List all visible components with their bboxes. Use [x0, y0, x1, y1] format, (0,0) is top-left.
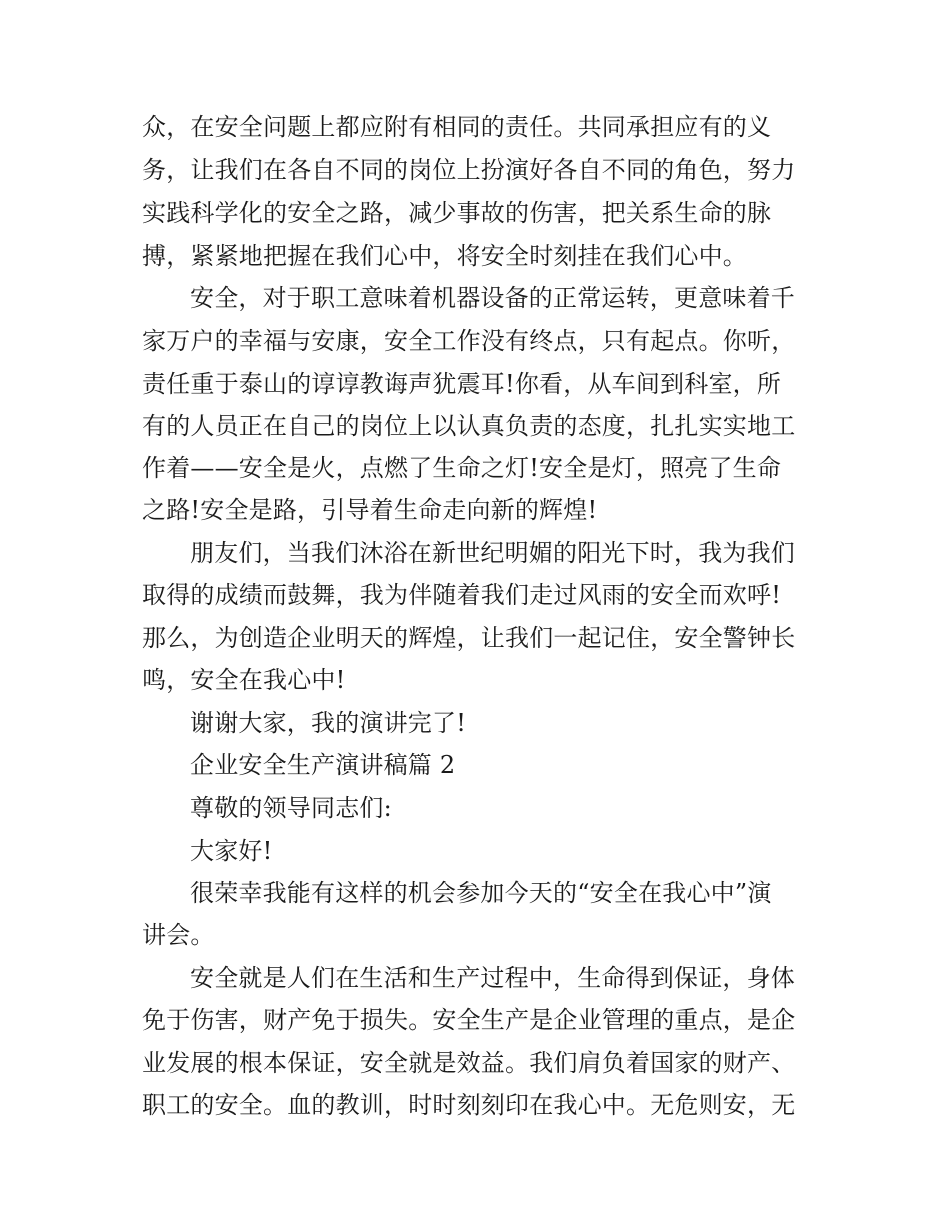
closing-remark: 谢谢大家，我的演讲完了!	[190, 709, 467, 737]
text-line: 免于伤害，财产免于损失。安全生产是企业管理的重点，是企	[142, 1006, 796, 1034]
paragraph-first-line: 朋友们，当我们沐浴在新世纪明媚的阳光下时，我为我们	[190, 539, 795, 567]
text-line: 之路!安全是路，引导着生命走向新的辉煌!	[142, 496, 598, 524]
paragraph-first-line: 安全就是人们在生活和生产过程中，生命得到保证，身体	[190, 964, 795, 992]
salutation: 尊敬的领导同志们:	[190, 794, 392, 822]
greeting: 大家好!	[190, 837, 273, 865]
text-line: 鸣，安全在我心中!	[142, 666, 346, 694]
text-line: 责任重于泰山的谆谆教诲声犹震耳!你看，从车间到科室，所	[142, 370, 782, 398]
paragraph-first-line: 很荣幸我能有这样的机会参加今天的“安全在我心中”演	[190, 879, 772, 907]
text-line: 务，让我们在各自不同的岗位上扮演好各自不同的角色，努力	[142, 156, 796, 184]
text-line: 众，在安全问题上都应附有相同的责任。共同承担应有的义	[142, 113, 772, 141]
text-line: 实践科学化的安全之路，减少事故的伤害，把关系生命的脉	[142, 199, 772, 227]
text-line: 业发展的根本保证，安全就是效益。我们肩负着国家的财产、	[142, 1049, 796, 1077]
text-line: 取得的成绩而鼓舞，我为伴随着我们走过风雨的安全而欢呼!	[142, 581, 782, 609]
paragraph-first-line: 安全，对于职工意味着机器设备的正常运转，更意味着千	[190, 284, 795, 312]
text-line: 那么，为创造企业明天的辉煌，让我们一起记住，安全警钟长	[142, 624, 796, 652]
text-line: 搏，紧紧地把握在我们心中，将安全时刻挂在我们心中。	[142, 242, 747, 270]
section-heading: 企业安全生产演讲稿篇 2	[190, 751, 456, 779]
text-line: 家万户的幸福与安康，安全工作没有终点，只有起点。你听，	[142, 327, 796, 355]
text-line: 讲会。	[142, 921, 215, 949]
text-line: 职工的安全。血的教训，时时刻刻印在我心中。无危则安，无	[142, 1091, 796, 1119]
text-line: 作着——安全是火，点燃了生命之灯!安全是灯，照亮了生命	[142, 454, 782, 482]
text-line: 有的人员正在自己的岗位上以认真负责的态度，扎扎实实地工	[142, 412, 796, 440]
